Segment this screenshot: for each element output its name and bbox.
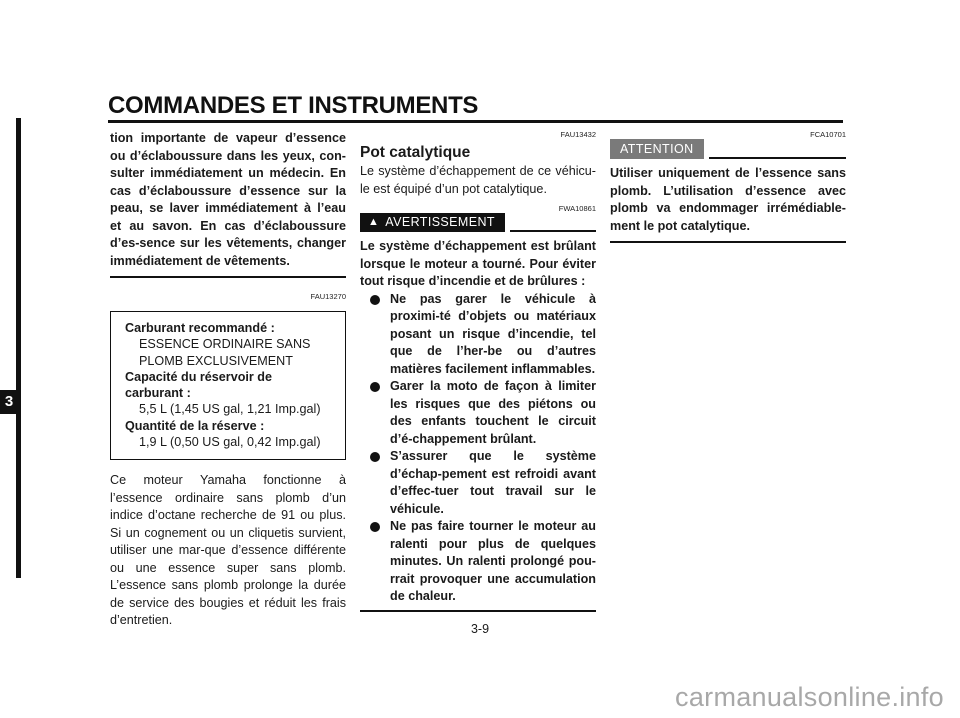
bullet-icon [370,382,380,392]
bullet-icon [370,522,380,532]
reserve-label: Quantité de la réserve : [125,418,265,433]
section-title: Pot catalytique [360,144,471,161]
chapter-bar [16,118,21,578]
catalytic-intro: Le système d’échappement de ce véhicu-le est équipé d’un pot catalytique. [360,164,596,196]
attention-text: Utiliser uniquement de l’essence sans plomb. L’utilisation d’essence avec plomb va endommager irrémédiable-ment le pot catalytique. [610,166,846,233]
capacity-value: 5,5 L (1,45 US gal, 1,21 Imp.gal) [139,402,321,417]
bullet-icon [370,452,380,462]
reserve-value: 1,9 L (0,50 US gal, 0,42 Imp.gal) [139,435,321,450]
fuel-label: Carburant recommandé : [125,321,275,335]
chapter-tab [0,118,26,578]
warning-end-rule [360,610,596,612]
fuel-value-line-1: ESSENCE ORDINAIRE SANS [139,337,311,352]
bullet-icon [370,295,380,305]
attention-rule [709,157,846,159]
page-number: 3-9 [470,622,490,636]
list-item [370,448,596,518]
warning-triangle-icon: ▲ [368,216,380,228]
list-item [370,291,596,379]
fuel-octane-paragraph: Ce moteur Yamaha fonctionne à l’essence ordinaire sans plomb d’un indice d’octane recherche de 91 ou plus. Si un cognement ou un cliquetis survient, utiliser une mar-que d’essence différente ou une essence super sans plomb. L’essence sans plomb prolonge la durée de service des bougies et réduit les frais d’entretien. [110,473,346,628]
bullet-text: Ne pas faire tourner le moteur au ralenti pour plus de quelques minutes. Un ralenti prolongé pou-rrait provoquer une accumulation de chaleur. [390,519,596,603]
warning-bullet-list [360,291,596,606]
section-code: FAU13432 [560,130,596,139]
header-rule [108,120,843,123]
column-1 [110,130,346,630]
capacity-label-line-1: Capacité du réservoir de [125,369,272,384]
warning-code: FWA10861 [558,204,596,213]
attention-code: FCA10701 [810,130,846,139]
warning-badge [360,213,505,232]
column-3 [610,130,846,243]
fuel-warning-continuation: tion importante de vapeur d’essence ou d’éclaboussure dans les yeux, con-sulter immédiatement un médecin. En cas d’éclaboussure d’essence sur la peau, se laver immédiatement à l’eau et au savon. En cas d’éclaboussure d’es-sence sur les vêtements, changer immédiatement de vêtements. [110,131,346,268]
fuel-spec-box [110,311,346,460]
chapter-number: 3 [0,390,18,414]
warning-text: Le système d’échappement est brûlant lorsque le moteur a tourné. Pour éviter tout risque d’incendie et de brûlures : [360,239,596,288]
bullet-text: Ne pas garer le véhicule à proximi-té d’objets ou matériaux posant un risque d’incendie, tel que de l’her-be ou d’autres matières facilement inflammables. [390,291,596,376]
page-header-title: COMMANDES ET INSTRUMENTS [108,92,479,119]
warning-rule [510,230,596,232]
watermark: carmanualsonline.info [675,682,944,712]
warning-label: AVERTISSEMENT [385,215,495,229]
bullet-text: S’assurer que le système d’échap-pement est refroidi avant d’effec-tuer tout travail sur le véhicule. [390,449,596,516]
warning-end-rule [110,276,346,278]
capacity-label-line-2: carburant : [125,386,191,401]
attention-header [610,139,846,159]
attention-badge: ATTENTION [610,139,704,159]
column-2 [360,130,596,612]
list-item [370,378,596,448]
list-item [370,518,596,606]
warning-header [360,213,596,232]
fuel-value-line-2: PLOMB EXCLUSIVEMENT [139,353,293,368]
section-code: FAU13270 [310,292,346,301]
attention-end-rule [610,241,846,243]
bullet-text: Garer la moto de façon à limiter les risques que des piétons ou des enfants touchent le circuit d’é-chappement brûlant. [390,379,596,446]
